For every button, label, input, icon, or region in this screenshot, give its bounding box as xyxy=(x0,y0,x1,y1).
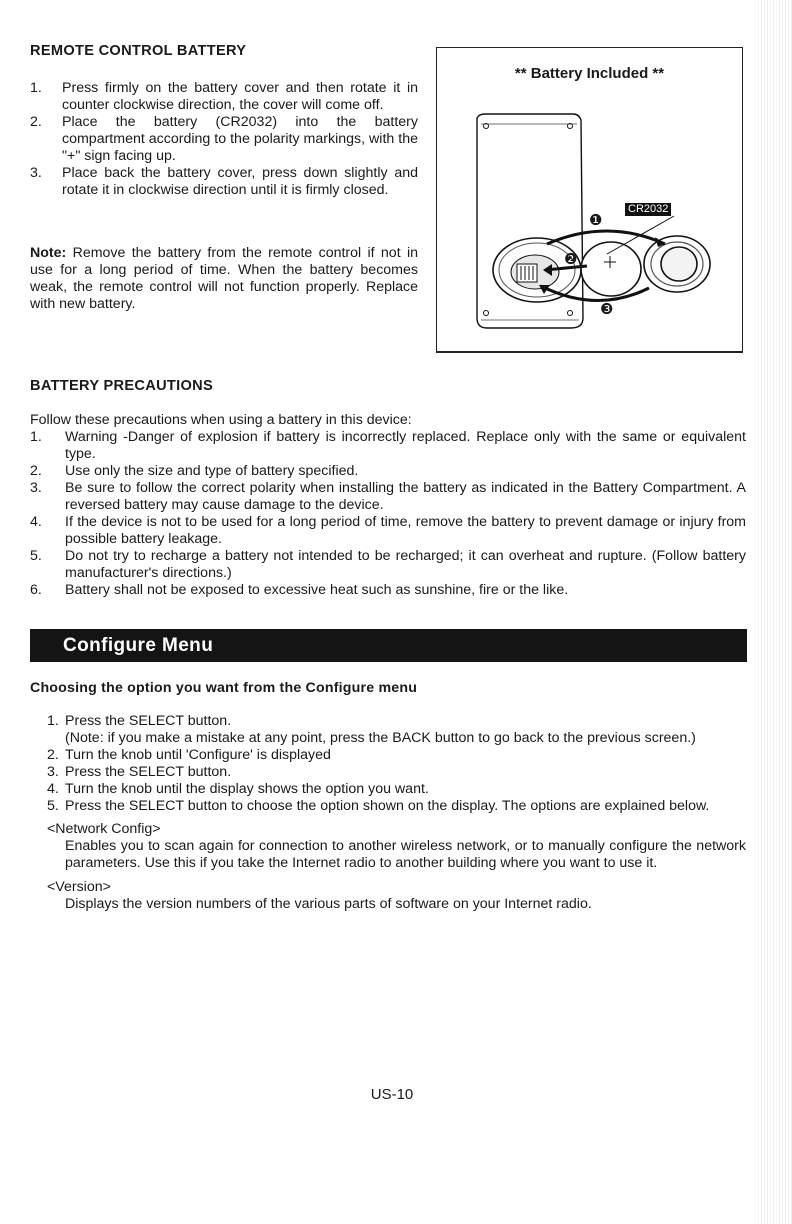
page-number: US-10 xyxy=(370,1086,414,1103)
note-label: Note: xyxy=(30,245,67,261)
option-network-config xyxy=(47,821,746,872)
battery-included-title: ** Battery Included ** xyxy=(514,65,665,82)
cr2032-label: CR2032 xyxy=(625,203,671,216)
battery-precautions-heading: BATTERY PRECAUTIONS xyxy=(30,378,213,394)
list-item: 1. Press the SELECT button. xyxy=(47,713,232,729)
list-item: 3. Press the SELECT button. xyxy=(47,764,232,780)
list-item: 2. Use only the size and type of battery specified. xyxy=(30,463,359,479)
option-name: <Network Config> xyxy=(47,821,161,837)
list-item: (Note: if you make a mistake at any point, press the BACK button to go back to the previous screen.) xyxy=(65,730,696,746)
callout-2: ❷ xyxy=(564,250,578,268)
scan-margin-texture xyxy=(756,0,792,1224)
precautions-intro: Follow these precautions when using a battery in this device: xyxy=(30,412,412,428)
configure-steps xyxy=(47,713,746,913)
configure-menu-title: Configure Menu xyxy=(63,635,214,656)
list-item: 3. Place back the battery cover, press down slightly and rotate it in clockwise direction until it is firmly closed. xyxy=(30,165,418,198)
list-item: 5. Press the SELECT button to choose the option shown on the display. The options are explained below. xyxy=(47,798,710,814)
callout-3: ❸ xyxy=(600,300,614,318)
precautions-list xyxy=(30,429,746,599)
list-item: 5. Do not try to recharge a battery not intended to be recharged; it can overheat and rupture. (Follow battery manufacturer's directions.) xyxy=(30,548,746,581)
callout-1: ❶ xyxy=(589,211,603,229)
option-description: Enables you to scan again for connection to another wireless network, or to manually configure the network parameters. Use this if you take the Internet radio to another building where you want to use it. xyxy=(65,838,746,871)
list-item: 3. Be sure to follow the correct polarity when installing the battery as indicated in the Battery Compartment. A reversed battery may cause damage to the device. xyxy=(30,480,746,513)
configure-menu-banner xyxy=(30,629,747,662)
option-name: <Version> xyxy=(47,879,111,895)
list-item: 2. Turn the knob until 'Configure' is displayed xyxy=(47,747,331,763)
list-item: 1. Press firmly on the battery cover and then rotate it in counter clockwise direction, the cover will come off. xyxy=(30,80,418,113)
list-item: 1. Warning -Danger of explosion if battery is incorrectly replaced. Replace only with the same or equivalent type. xyxy=(30,429,746,462)
option-version xyxy=(47,879,746,913)
option-description: Displays the version numbers of the various parts of software on your Internet radio. xyxy=(65,896,592,912)
note-text: Remove the battery from the remote control if not in use for a long period of time. When the battery becomes weak, the remote control will not function properly. Replace with new battery. xyxy=(30,245,418,312)
remote-note xyxy=(30,245,418,313)
list-item: 4. Turn the knob until the display shows the option you want. xyxy=(47,781,429,797)
list-item: 4. If the device is not to be used for a long period of time, remove the battery to prevent damage or injury from possible battery leakage. xyxy=(30,514,746,547)
list-item: 2. Place the battery (CR2032) into the battery compartment according to the polarity markings, with the "+" sign facing up. xyxy=(30,114,418,164)
remote-battery-heading: REMOTE CONTROL BATTERY xyxy=(30,43,247,59)
configure-steps-list xyxy=(47,713,746,815)
remote-battery-illustration xyxy=(437,48,742,352)
configure-subheading: Choosing the option you want from the Configure menu xyxy=(30,680,418,696)
battery-figure xyxy=(436,47,743,353)
remote-steps-list xyxy=(30,80,418,199)
list-item: 6. Battery shall not be exposed to excessive heat such as sunshine, fire or the like. xyxy=(30,582,569,598)
